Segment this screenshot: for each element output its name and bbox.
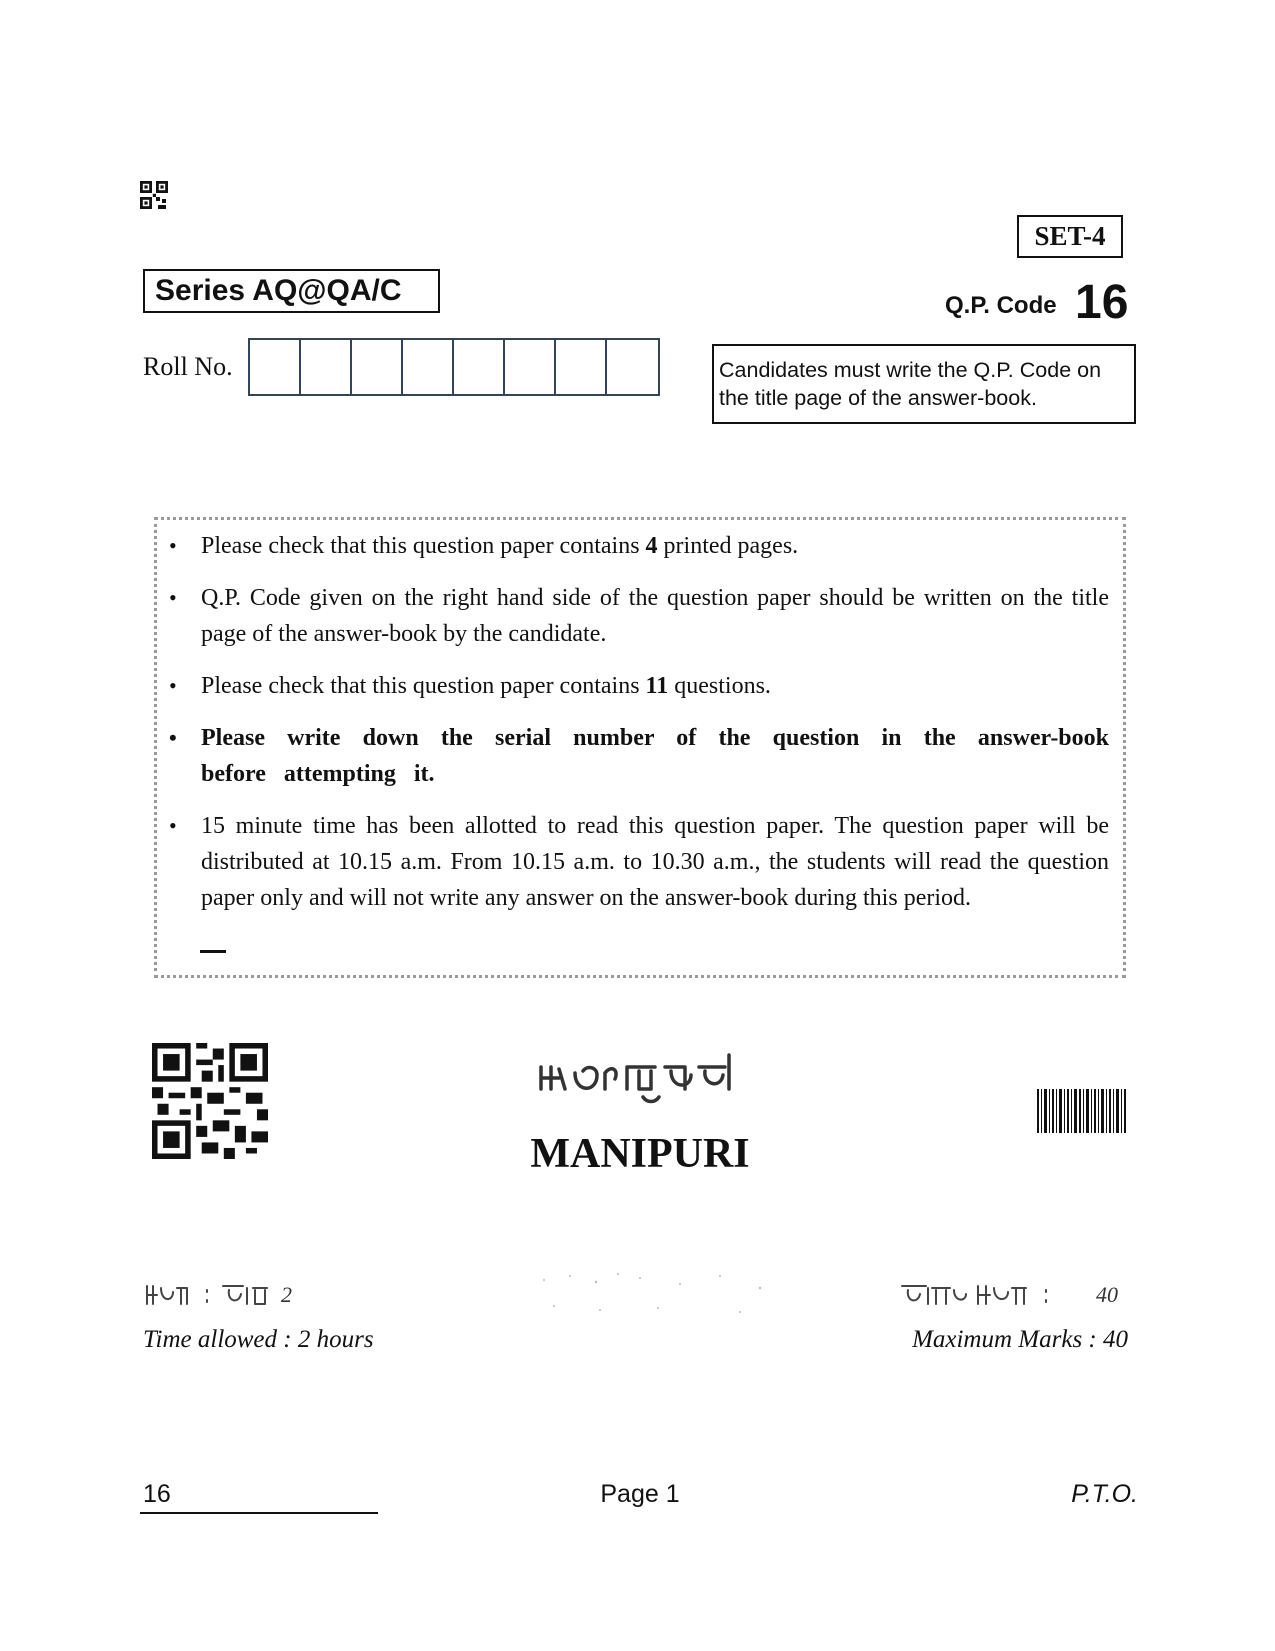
instruction-item: • 15 minute time has been allotted to read this question paper. The question paper will be distributed at 10.15 a.m. From 10.15 a.m. to 10.30 a.m., the students will read the question paper only and will not write any answer on the answer-book during this period. (201, 808, 1109, 916)
subject-title: MANIPURI (530, 1131, 750, 1177)
roll-no-cell[interactable] (505, 340, 556, 394)
time-allowed: Time allowed : 2 hours (143, 1326, 374, 1353)
instruction-item (201, 668, 1109, 704)
roll-no-cell[interactable] (454, 340, 505, 394)
roll-no-label: Roll No. (143, 352, 233, 381)
qr-code-icon (152, 1043, 268, 1159)
underline-mark (200, 950, 226, 953)
qp-code-value: 16 (1075, 276, 1129, 329)
footer-qp-code: 16 (143, 1480, 171, 1508)
marks-script-label (900, 1280, 1130, 1308)
instruction-bold: 4 (645, 533, 658, 559)
roll-no-cell[interactable] (556, 340, 607, 394)
qr-code-small-icon (140, 181, 168, 209)
marks-script-number: 40 (1096, 1282, 1118, 1307)
instruction-text: Please check that this question paper contains (201, 673, 646, 699)
barcode-icon (1037, 1089, 1127, 1133)
time-script-label (143, 1280, 303, 1308)
roll-no-cell[interactable] (250, 340, 301, 394)
please-turn-over: P.T.O. (1071, 1480, 1138, 1508)
roll-no-cell[interactable] (301, 340, 352, 394)
candidate-note: Candidates must write the Q.P. Code on the title page of the answer-book. (712, 344, 1136, 424)
set-label: SET-4 (1017, 215, 1123, 258)
instruction-item (201, 528, 1109, 564)
maximum-marks: Maximum Marks : 40 (912, 1326, 1128, 1353)
footer-underline (140, 1512, 378, 1514)
subject-script-title (535, 1045, 755, 1115)
roll-no-cell[interactable] (607, 340, 658, 394)
instruction-text: printed pages. (657, 533, 799, 559)
time-script-number: 2 (281, 1282, 292, 1307)
roll-no-boxes[interactable] (248, 338, 660, 396)
instructions-box (154, 517, 1126, 978)
instruction-bold: 11 (645, 673, 669, 699)
scan-noise (530, 1270, 790, 1320)
qp-code-label: Q.P. Code (945, 292, 1057, 319)
series-label: Series AQ@QA/C (143, 269, 440, 313)
page-number: Page 1 (600, 1480, 680, 1508)
instruction-text: Please check that this question paper contains (201, 533, 646, 559)
roll-no-cell[interactable] (352, 340, 403, 394)
instruction-item: • Please write down the serial number of the question in the answer-book before attempting it. (201, 720, 1109, 792)
roll-no-cell[interactable] (403, 340, 454, 394)
instruction-item: • Q.P. Code given on the right hand side of the question paper should be written on the title page of the answer-book by the candidate. (201, 580, 1109, 652)
instruction-text: questions. (668, 673, 771, 699)
